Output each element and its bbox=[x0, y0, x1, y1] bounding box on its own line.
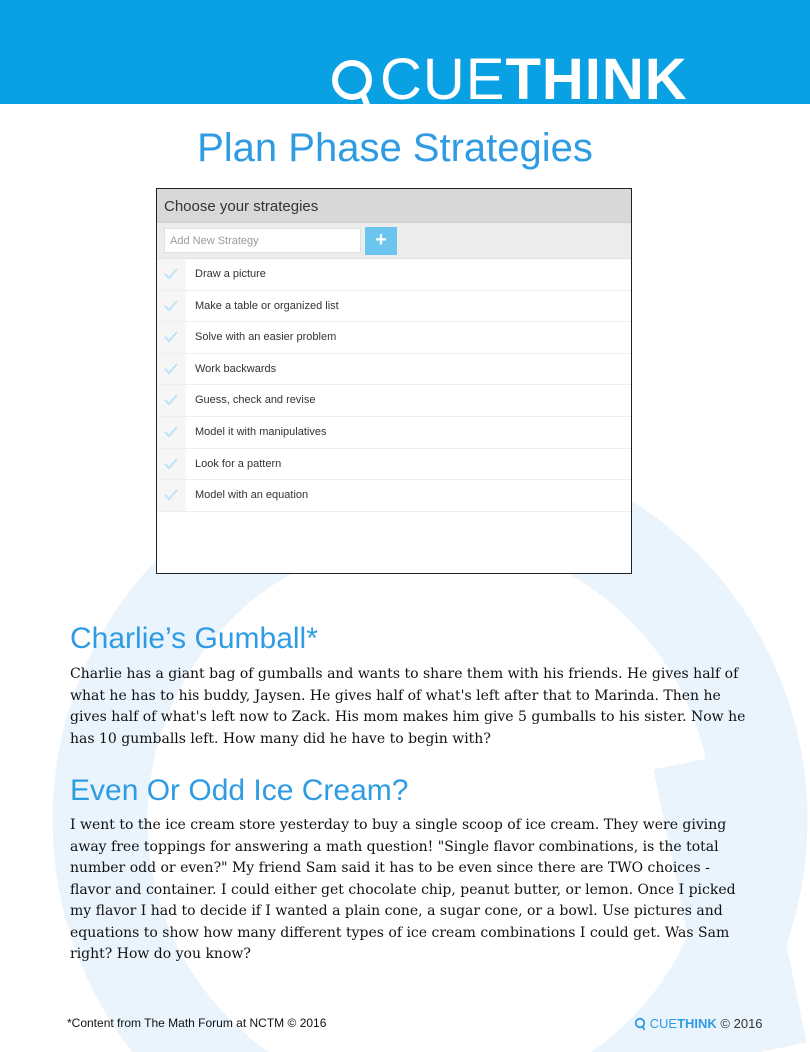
strategy-label: Look for a pattern bbox=[195, 457, 282, 470]
footer-content-note: *Content from The Math Forum at NCTM © 2016 bbox=[67, 1016, 327, 1030]
cuethink-small-logo-icon bbox=[634, 1017, 646, 1030]
footer-copyright: © 2016 bbox=[720, 1016, 763, 1031]
strategy-checkbox[interactable] bbox=[157, 385, 186, 416]
logo-cue-text: CUE bbox=[380, 52, 506, 112]
strategy-item[interactable] bbox=[157, 291, 631, 323]
strategy-item[interactable] bbox=[157, 385, 631, 417]
problem-body-ice-cream: I went to the ice cream store yesterday to buy a single scoop of ice cream. They were giving away free toppings for answering a math question! "Single flavor combinations, is the total number odd or even?" My friend Sam said it has to be even since there are TWO choices - flavor and container. I could either get chocolate chip, peanut butter, or lemon. Once I picked my flavor I had to decide if I wanted a plain cone, a sugar cone, or a bowl. Use pictures and equations to show how many different types of ice cream combinations I could get. Was Sam right? How do you know? bbox=[70, 817, 736, 962]
strategy-label: Solve with an easier problem bbox=[195, 331, 337, 344]
add-strategy-button[interactable]: + bbox=[365, 227, 397, 255]
strategy-label: Model it with manipulatives bbox=[195, 425, 327, 438]
logo-think-text: THINK bbox=[505, 52, 688, 112]
strategy-checkbox[interactable] bbox=[157, 259, 186, 290]
strategy-checkbox[interactable] bbox=[157, 417, 186, 448]
cuethink-logo-mark-icon bbox=[330, 56, 376, 112]
checkmark-icon bbox=[164, 394, 178, 406]
checkmark-icon bbox=[164, 489, 178, 501]
strategy-checkbox[interactable] bbox=[157, 322, 186, 353]
strategy-label: Model with an equation bbox=[195, 489, 309, 502]
checkmark-icon bbox=[164, 363, 178, 375]
strategy-item[interactable] bbox=[157, 354, 631, 386]
checkmark-icon bbox=[164, 458, 178, 470]
strategy-label: Guess, check and revise bbox=[195, 394, 316, 407]
problem-title-gumball: Charlie’s Gumball* bbox=[70, 622, 318, 655]
footer-think-text: THINK bbox=[677, 1016, 717, 1031]
strategy-checkbox[interactable] bbox=[157, 354, 186, 385]
strategy-label: Make a table or organized list bbox=[195, 299, 339, 312]
strategy-label: Draw a picture bbox=[195, 268, 266, 280]
strategy-item[interactable] bbox=[157, 322, 631, 354]
strategy-item[interactable] bbox=[157, 417, 631, 449]
strategy-checkbox[interactable] bbox=[157, 291, 186, 322]
strategy-label: Work backwards bbox=[195, 362, 277, 375]
add-strategy-row bbox=[157, 223, 631, 259]
strategy-panel-header: Choose your strategies bbox=[157, 189, 631, 223]
strategy-item[interactable] bbox=[157, 480, 631, 512]
problem-body-gumball: Charlie has a giant bag of gumballs and wants to share them with his friends. He gives half of what he has to his buddy, Jaysen. He gives half of what's left after that to Marinda. Then he gives half of what's left now to Zack. His mom makes him give 5 gumballs to his sister. Now he has 10 gumballs left. How many did he have to begin with? bbox=[70, 666, 746, 747]
checkmark-icon bbox=[164, 300, 178, 312]
strategy-list bbox=[157, 259, 631, 512]
strategy-item[interactable] bbox=[157, 259, 631, 291]
add-strategy-input[interactable] bbox=[164, 228, 361, 253]
page-title: Plan Phase Strategies bbox=[197, 126, 593, 170]
checkmark-icon bbox=[164, 331, 178, 343]
footer-brand bbox=[634, 1016, 763, 1031]
problem-title-ice-cream: Even Or Odd Ice Cream? bbox=[70, 774, 409, 807]
strategy-checkbox[interactable] bbox=[157, 480, 186, 511]
footer-cue-text: CUE bbox=[649, 1016, 678, 1031]
strategy-checkbox[interactable] bbox=[157, 449, 186, 480]
strategy-panel bbox=[156, 188, 632, 574]
checkmark-icon bbox=[164, 268, 178, 280]
cuethink-logo bbox=[330, 52, 770, 112]
strategy-item[interactable] bbox=[157, 449, 631, 481]
checkmark-icon bbox=[164, 426, 178, 438]
